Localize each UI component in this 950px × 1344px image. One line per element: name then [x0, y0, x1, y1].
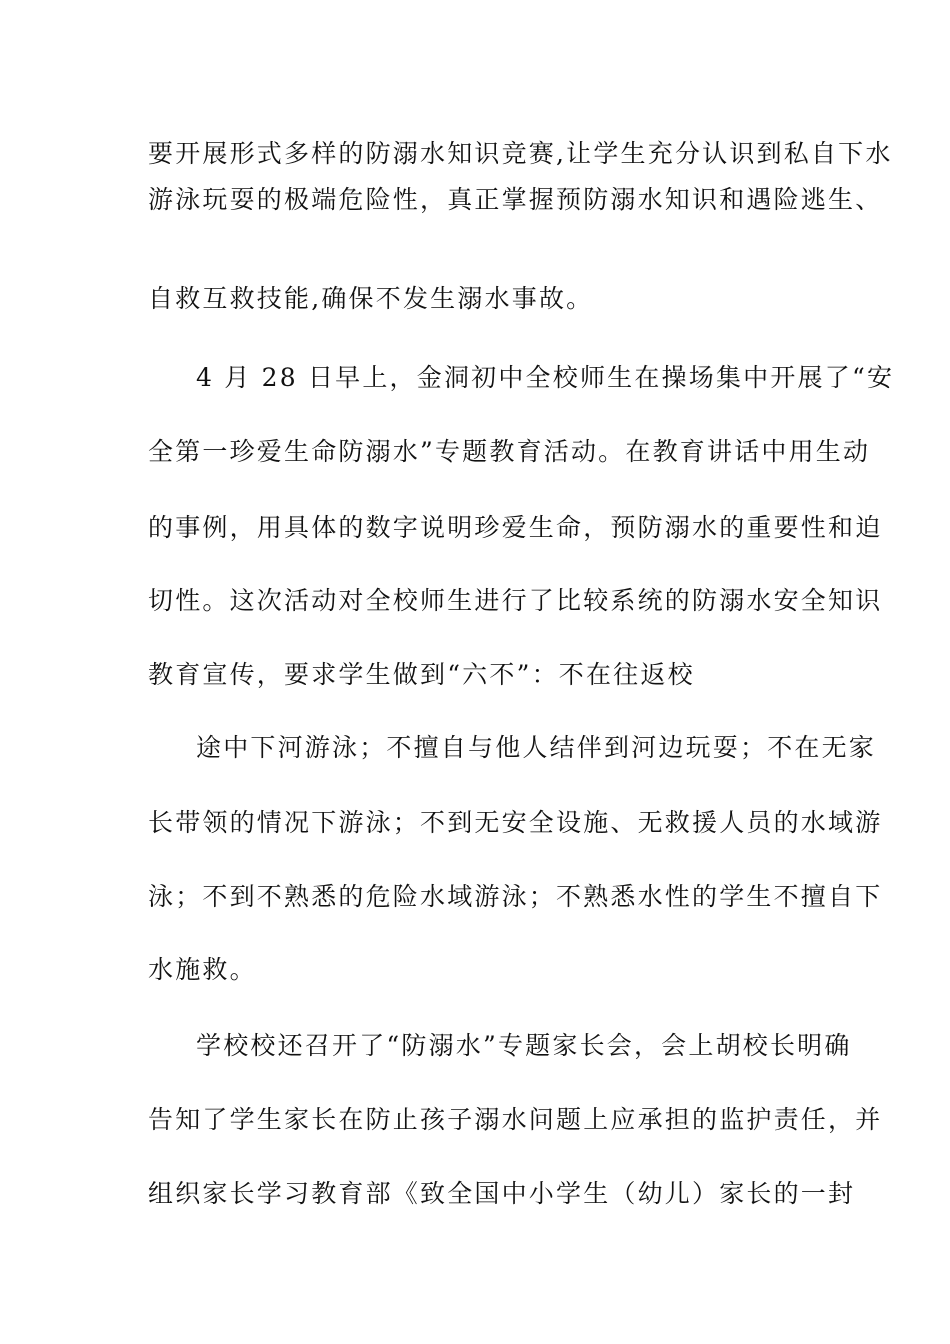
text-line-6: 的事例，用具体的数字说明珍爱生命，预防溺水的重要性和迫 — [148, 513, 883, 542]
text-line-4: 4 月 28 日早上，金洞初中全校师生在操场集中开展了“安 — [196, 363, 895, 392]
text-line-9: 途中下河游泳；不擅自与他人结伴到河边玩耍；不在无家 — [196, 733, 877, 762]
text-line-10: 长带领的情况下游泳；不到无安全设施、无救援人员的水域游 — [148, 808, 883, 837]
text-line-1: 要开展形式多样的防溺水知识竞赛,让学生充分认识到私自下水 — [148, 139, 893, 168]
text-line-2: 游泳玩耍的极端危险性，真正掌握预防溺水知识和遇险逃生、 — [148, 185, 883, 214]
text-line-12: 水施救。 — [148, 955, 257, 984]
text-line-11: 泳；不到不熟悉的危险水域游泳；不熟悉水性的学生不擅自下 — [148, 882, 883, 911]
text-line-5: 全第一珍爱生命防溺水”专题教育活动。在教育讲话中用生动 — [148, 437, 871, 466]
text-line-8: 教育宣传，要求学生做到“六不”：不在往返校 — [148, 660, 695, 689]
text-line-15: 组织家长学习教育部《致全国中小学生（幼儿）家长的一封 — [148, 1179, 856, 1208]
text-line-13: 学校校还召开了“防溺水”专题家长会，会上胡校长明确 — [196, 1031, 852, 1060]
text-line-14: 告知了学生家长在防止孩子溺水问题上应承担的监护责任，并 — [148, 1105, 883, 1134]
text-line-7: 切性。这次活动对全校师生进行了比较系统的防溺水安全知识 — [148, 586, 883, 615]
text-line-3: 自救互救技能,确保不发生溺水事故。 — [148, 284, 594, 313]
